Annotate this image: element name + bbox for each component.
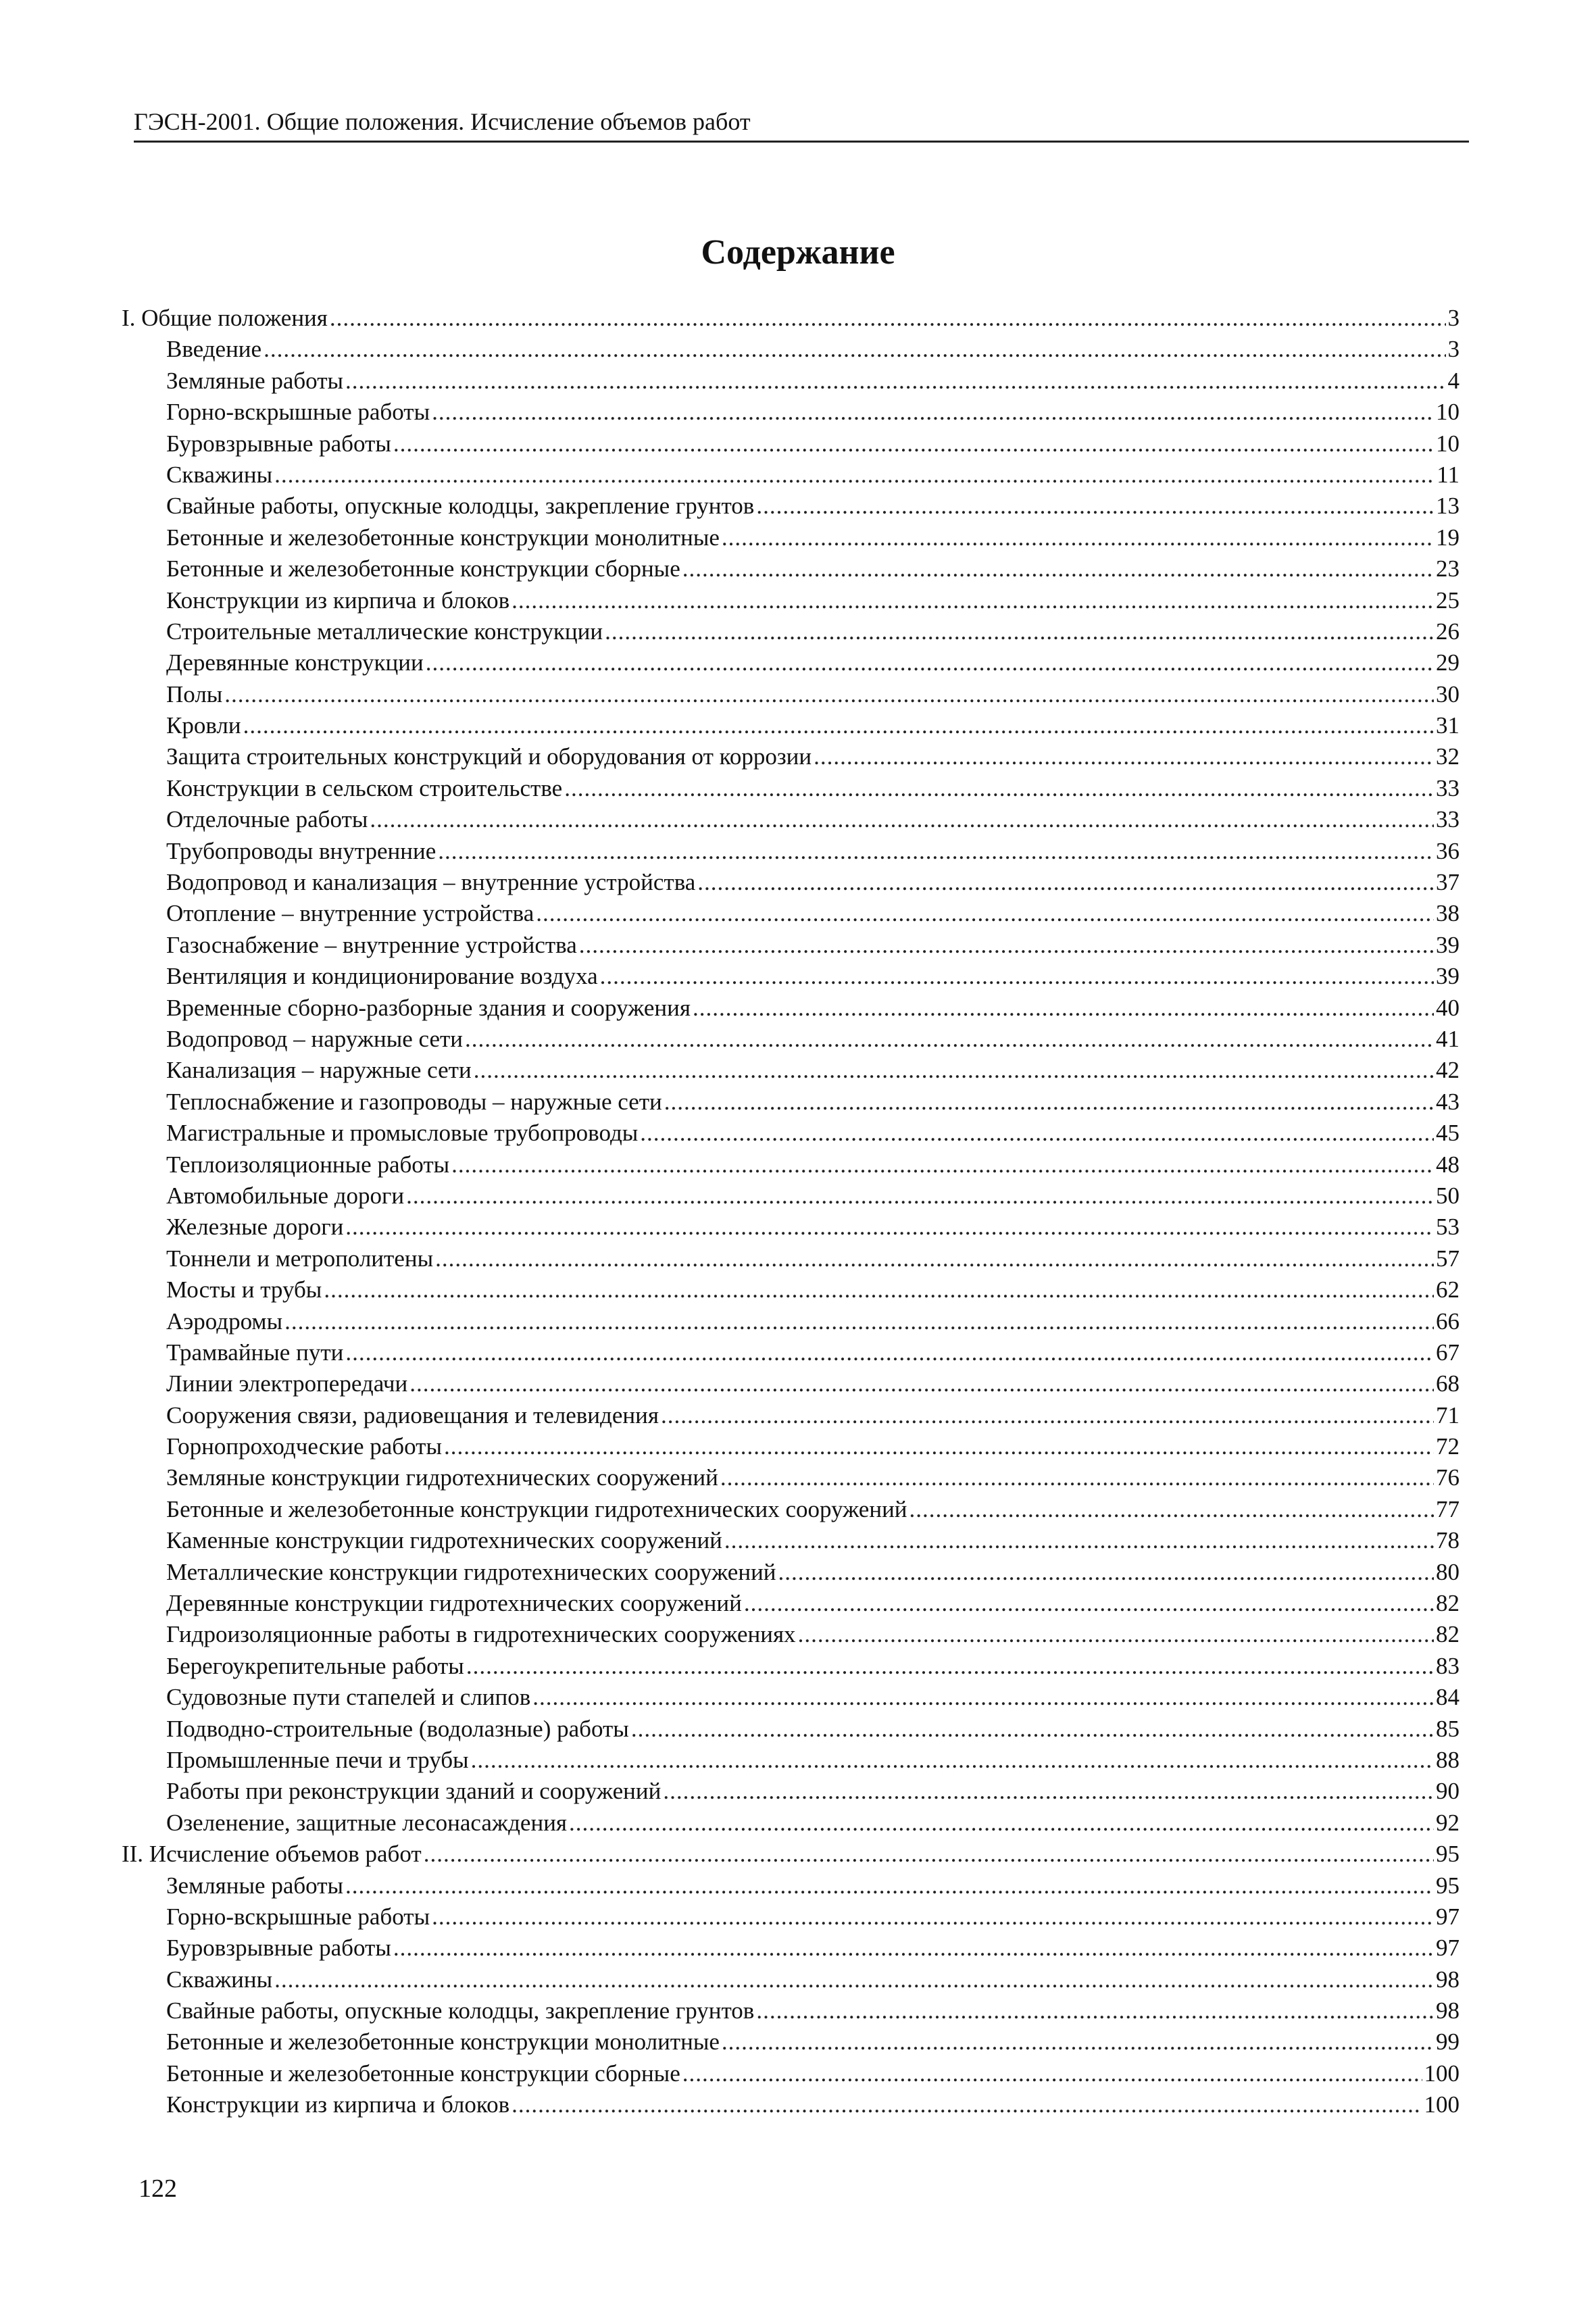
toc-entry-page: 41 [1436, 1025, 1460, 1052]
toc-entry-page: 99 [1436, 2028, 1460, 2056]
toc-entry-title: Гидроизоляционные работы в гидротехнических сооружениях [166, 1621, 796, 1648]
toc-entry-row [122, 1525, 1460, 1556]
toc-entry-title: Буровзрывные работы [166, 430, 391, 457]
toc-entry-title: Водопровод – наружные сети [166, 1025, 464, 1052]
toc-leader-dots [274, 1964, 1434, 1995]
toc-entry-page: 3 [1447, 336, 1460, 363]
toc-entry-page: 67 [1436, 1339, 1460, 1366]
toc-leader-dots [724, 1525, 1434, 1556]
toc-entry-title: Строительные металлические конструкции [166, 618, 603, 645]
toc-leader-dots [605, 616, 1434, 647]
toc-entry-title: Скважины [166, 461, 273, 488]
toc-leader-dots [569, 1808, 1434, 1839]
toc-entry-title: Конструкции в сельском строительстве [166, 774, 563, 801]
toc-entry-page: 85 [1436, 1715, 1460, 1742]
toc-entry-row [122, 1995, 1460, 2026]
toc-entry-title: Горнопроходческие работы [166, 1433, 442, 1460]
toc-leader-dots [512, 585, 1434, 616]
toc-leader-dots [393, 1933, 1434, 1964]
toc-entry-page: 25 [1436, 587, 1460, 614]
toc-entry-row [122, 898, 1460, 929]
toc-entry-row [122, 1745, 1460, 1776]
toc-entry-title: Трамвайные пути [166, 1339, 344, 1366]
toc-entry-page: 62 [1436, 1276, 1460, 1303]
toc-entry-page: 39 [1436, 963, 1460, 990]
toc-entry-row [122, 2026, 1460, 2058]
toc-entry-page: 80 [1436, 1558, 1460, 1585]
toc-entry-title: Автомобильные дороги [166, 1182, 405, 1209]
toc-leader-dots [909, 1494, 1434, 1525]
toc-entry-title: Теплоизоляционные работы [166, 1151, 450, 1178]
toc-leader-dots [264, 334, 1445, 365]
toc-entry-row [122, 1682, 1460, 1713]
toc-entry-page: 71 [1436, 1401, 1460, 1428]
toc-entry-row [122, 1557, 1460, 1588]
toc-entry-title: Скважины [166, 1966, 273, 1993]
toc-entry-page: 88 [1436, 1746, 1460, 1773]
toc-leader-dots [345, 1870, 1434, 1901]
toc-leader-dots [474, 1055, 1434, 1086]
toc-entry-title: Аэродромы [166, 1308, 283, 1335]
toc-leader-dots [682, 2058, 1422, 2089]
toc-entry-row [122, 1400, 1460, 1431]
toc-leader-dots [432, 1901, 1434, 1933]
toc-entry-title: Бетонные и железобетонные конструкции гидротехнических сооружений [166, 1495, 907, 1522]
toc-entry-page: 50 [1436, 1182, 1460, 1209]
toc-entry-page: 4 [1447, 367, 1460, 394]
toc-entry-row [122, 1306, 1460, 1337]
toc-entry-title: Отделочные работы [166, 806, 368, 833]
toc-entry-row [122, 867, 1460, 898]
toc-leader-dots [345, 1212, 1434, 1243]
toc-entry-page: 57 [1436, 1245, 1460, 1272]
toc-leader-dots [274, 459, 1435, 491]
toc-entry-row [122, 1087, 1460, 1118]
toc-entry-row [122, 616, 1460, 647]
toc-entry-row [122, 1808, 1460, 1839]
toc-entry-title: Введение [166, 336, 262, 363]
toc-entry-row [122, 1274, 1460, 1305]
toc-leader-dots [697, 867, 1434, 898]
toc-entry-title: Озеленение, защитные лесонасаждения [166, 1809, 568, 1836]
toc-entry-page: 26 [1436, 618, 1460, 645]
toc-entry-title: Сооружения связи, радиовещания и телевидения [166, 1401, 659, 1428]
toc-entry-title: Подводно-строительные (водолазные) работы [166, 1715, 629, 1742]
toc-leader-dots [532, 1682, 1434, 1713]
toc-entry-row [122, 1180, 1460, 1212]
toc-entry-row [122, 366, 1460, 397]
toc-leader-dots [756, 1995, 1434, 2026]
page-title: Содержание [701, 233, 895, 272]
toc-entry-row [122, 1588, 1460, 1619]
toc-entry-title: Тоннели и метрополитены [166, 1245, 434, 1272]
toc-leader-dots [435, 1243, 1434, 1274]
toc-leader-dots [744, 1588, 1434, 1619]
toc-entry-page: 38 [1436, 900, 1460, 927]
toc-leader-dots [324, 1274, 1434, 1305]
toc-leader-dots [814, 741, 1434, 772]
toc-entry-title: Конструкции из кирпича и блоков [166, 2091, 510, 2118]
toc-entry-page: 100 [1424, 2091, 1460, 2118]
toc-entry-row [122, 1619, 1460, 1650]
toc-entry-page: 29 [1436, 649, 1460, 676]
toc-entry-row [122, 1024, 1460, 1055]
toc-entry-row [122, 930, 1460, 961]
toc-entry-row [122, 1118, 1460, 1149]
toc-entry-title: Деревянные конструкции [166, 649, 424, 676]
toc-entry-title: Магистральные и промысловые трубопроводы [166, 1120, 639, 1147]
toc-entry-page: 78 [1436, 1527, 1460, 1554]
toc-section-row [122, 303, 1460, 334]
toc-leader-dots [664, 1087, 1434, 1118]
toc-entry-title: Судовозные пути стапелей и слипов [166, 1684, 531, 1711]
toc-entry-row [122, 1462, 1460, 1493]
toc-leader-dots [444, 1431, 1434, 1462]
toc-entry-page: 97 [1436, 1903, 1460, 1930]
toc-entry-title: Бетонные и железобетонные конструкции сборные [166, 2060, 680, 2087]
toc-leader-dots [426, 647, 1434, 678]
toc-entry-row [122, 397, 1460, 428]
toc-entry-page: 95 [1436, 1841, 1460, 1868]
toc-entry-page: 11 [1437, 461, 1460, 488]
toc-leader-dots [631, 1714, 1434, 1745]
toc-entry-title: Линии электропередачи [166, 1370, 408, 1397]
toc-entry-title: Газоснабжение – внутренние устройства [166, 931, 577, 958]
toc-entry-title: Бетонные и железобетонные конструкции монолитные [166, 2028, 720, 2056]
toc-entry-row [122, 679, 1460, 710]
toc-entry-row [122, 1494, 1460, 1525]
toc-leader-dots [432, 397, 1434, 428]
toc-entry-row [122, 1212, 1460, 1243]
toc-leader-dots [564, 773, 1434, 804]
toc-leader-dots [722, 2026, 1434, 2058]
toc-entry-page: 90 [1436, 1778, 1460, 1805]
toc-entry-title: Деревянные конструкции гидротехнических сооружений [166, 1590, 742, 1617]
toc-entry-row [122, 1243, 1460, 1274]
toc-leader-dots [466, 1651, 1434, 1682]
toc-entry-row [122, 491, 1460, 522]
toc-entry-page: 10 [1436, 430, 1460, 457]
toc-entry-page: 48 [1436, 1151, 1460, 1178]
toc-entry-row [122, 2089, 1460, 2120]
toc-entry-row [122, 585, 1460, 616]
toc-entry-page: 37 [1436, 869, 1460, 896]
toc-entry-title: Вентиляция и кондиционирование воздуха [166, 963, 598, 990]
toc-entry-title: Земляные работы [166, 1872, 344, 1899]
toc-entry-title: Трубопроводы внутренние [166, 837, 437, 864]
toc-leader-dots [451, 1149, 1434, 1180]
toc-entry-page: 33 [1436, 806, 1460, 833]
toc-entry-page: 36 [1436, 837, 1460, 864]
toc-leader-dots [682, 553, 1434, 584]
toc-entry-page: 98 [1436, 1997, 1460, 2024]
toc-entry-page: 100 [1424, 2060, 1460, 2087]
toc-entry-page: 82 [1436, 1590, 1460, 1617]
toc-entry-row [122, 2058, 1460, 2089]
toc-entry-page: 95 [1436, 1872, 1460, 1899]
toc-entry-title: Земляные конструкции гидротехнических сооружений [166, 1464, 718, 1491]
toc-entry-title: Горно-вскрышные работы [166, 1903, 430, 1930]
toc-entry-row [122, 428, 1460, 459]
toc-entry-row [122, 1431, 1460, 1462]
toc-entry-row [122, 773, 1460, 804]
toc-leader-dots [512, 2089, 1422, 2120]
toc-entry-row [122, 1651, 1460, 1682]
toc-entry-title: Водопровод и канализация – внутренние устройства [166, 869, 696, 896]
toc-entry-page: 72 [1436, 1433, 1460, 1460]
toc-entry-title: Берегоукрепительные работы [166, 1652, 464, 1679]
toc-entry-row [122, 1870, 1460, 1901]
toc-entry-page: 98 [1436, 1966, 1460, 1993]
toc-entry-row [122, 334, 1460, 365]
toc-entry-row [122, 804, 1460, 835]
toc-entry-page: 97 [1436, 1935, 1460, 1962]
toc-entry-row [122, 553, 1460, 584]
toc-entry-title: Отопление – внутренние устройства [166, 900, 534, 927]
toc-entry-row [122, 710, 1460, 741]
toc-leader-dots [471, 1745, 1434, 1776]
toc-entry-row [122, 1964, 1460, 1995]
toc-leader-dots [284, 1306, 1434, 1337]
toc-entry-title: Горно-вскрышные работы [166, 399, 430, 426]
toc-entry-title: Защита строительных конструкций и оборудования от коррозии [166, 743, 812, 770]
toc-entry-title: Буровзрывные работы [166, 1935, 391, 1962]
toc-entry-page: 77 [1436, 1495, 1460, 1522]
toc-entry-page: 76 [1436, 1464, 1460, 1491]
toc-entry-page: 83 [1436, 1652, 1460, 1679]
running-header [134, 107, 1469, 143]
toc-entry-row [122, 1901, 1460, 1933]
toc-entry-page: 53 [1436, 1214, 1460, 1241]
toc-leader-dots [778, 1557, 1434, 1588]
toc-entry-page: 3 [1447, 305, 1460, 331]
toc-entry-row [122, 1337, 1460, 1368]
toc-leader-dots [406, 1180, 1434, 1212]
toc-entry-row [122, 1149, 1460, 1180]
toc-leader-dots [640, 1118, 1434, 1149]
toc-entry-title: Кровли [166, 712, 241, 739]
toc-leader-dots [409, 1368, 1434, 1399]
toc-entry-page: 39 [1436, 931, 1460, 958]
toc-leader-dots [798, 1619, 1434, 1650]
toc-leader-dots [424, 1839, 1434, 1870]
running-header-text: ГЭСН-2001. Общие положения. Исчисление объемов работ [134, 108, 751, 135]
toc-entry-page: 45 [1436, 1120, 1460, 1147]
toc-entry-page: 19 [1436, 524, 1460, 551]
toc-leader-dots [438, 836, 1434, 867]
toc-leader-dots [720, 1462, 1434, 1493]
toc-entry-row [122, 1714, 1460, 1745]
toc-entry-page: 30 [1436, 680, 1460, 707]
toc-leader-dots [756, 491, 1434, 522]
toc-leader-dots [393, 428, 1434, 459]
toc-entry-title: Железные дороги [166, 1214, 344, 1241]
toc-entry-title: Временные сборно-разборные здания и сооружения [166, 994, 691, 1021]
toc-leader-dots [345, 1337, 1434, 1368]
toc-leader-dots [224, 679, 1434, 710]
table-of-contents [122, 303, 1460, 2121]
toc-entry-page: 10 [1436, 399, 1460, 426]
toc-entry-page: 31 [1436, 712, 1460, 739]
toc-entry-row [122, 1055, 1460, 1086]
toc-entry-title: II. Исчисление объемов работ [122, 1841, 422, 1868]
toc-entry-title: Бетонные и железобетонные конструкции монолитные [166, 524, 720, 551]
toc-leader-dots [663, 1776, 1434, 1807]
toc-leader-dots [536, 898, 1434, 929]
toc-entry-title: Промышленные печи и трубы [166, 1746, 469, 1773]
toc-leader-dots [722, 522, 1434, 553]
toc-entry-row [122, 1933, 1460, 1964]
toc-entry-row [122, 459, 1460, 491]
toc-entry-row [122, 1776, 1460, 1807]
toc-entry-row [122, 993, 1460, 1024]
toc-leader-dots [330, 303, 1446, 334]
toc-leader-dots [693, 993, 1434, 1024]
toc-entry-page: 43 [1436, 1088, 1460, 1115]
toc-entry-row [122, 522, 1460, 553]
toc-entry-page: 66 [1436, 1308, 1460, 1335]
toc-entry-row [122, 836, 1460, 867]
toc-entry-title: Металлические конструкции гидротехнических сооружений [166, 1558, 776, 1585]
toc-leader-dots [465, 1024, 1434, 1055]
toc-entry-title: Конструкции из кирпича и блоков [166, 587, 510, 614]
toc-entry-row [122, 741, 1460, 772]
toc-entry-title: Канализация – наружные сети [166, 1057, 472, 1084]
toc-leader-dots [243, 710, 1434, 741]
toc-entry-page: 42 [1436, 1057, 1460, 1084]
toc-entry-title: Бетонные и железобетонные конструкции сборные [166, 555, 680, 582]
toc-entry-title: Мосты и трубы [166, 1276, 322, 1303]
toc-entry-title: Свайные работы, опускные колодцы, закрепление грунтов [166, 1997, 755, 2024]
toc-leader-dots [600, 961, 1434, 992]
toc-entry-title: Каменные конструкции гидротехнических сооружений [166, 1527, 722, 1554]
toc-leader-dots [661, 1400, 1434, 1431]
toc-entry-page: 23 [1436, 555, 1460, 582]
toc-entry-page: 82 [1436, 1621, 1460, 1648]
toc-leader-dots [579, 930, 1434, 961]
toc-leader-dots [370, 804, 1434, 835]
toc-entry-page: 84 [1436, 1684, 1460, 1711]
toc-entry-row [122, 1368, 1460, 1399]
toc-leader-dots [345, 366, 1445, 397]
toc-entry-title: Теплоснабжение и газопроводы – наружные сети [166, 1088, 662, 1115]
page-number: 122 [139, 2174, 177, 2203]
toc-section-row [122, 1839, 1460, 1870]
toc-entry-page: 13 [1436, 493, 1460, 520]
toc-entry-row [122, 961, 1460, 992]
toc-entry-title: Свайные работы, опускные колодцы, закрепление грунтов [166, 493, 755, 520]
toc-entry-title: Полы [166, 680, 223, 707]
toc-entry-title: Земляные работы [166, 367, 344, 394]
toc-entry-page: 68 [1436, 1370, 1460, 1397]
toc-entry-page: 40 [1436, 994, 1460, 1021]
toc-entry-page: 92 [1436, 1809, 1460, 1836]
toc-entry-page: 32 [1436, 743, 1460, 770]
toc-entry-title: Работы при реконструкции зданий и сооружений [166, 1778, 662, 1805]
toc-entry-row [122, 647, 1460, 678]
toc-entry-title: I. Общие положения [122, 305, 328, 331]
toc-entry-page: 33 [1436, 774, 1460, 801]
